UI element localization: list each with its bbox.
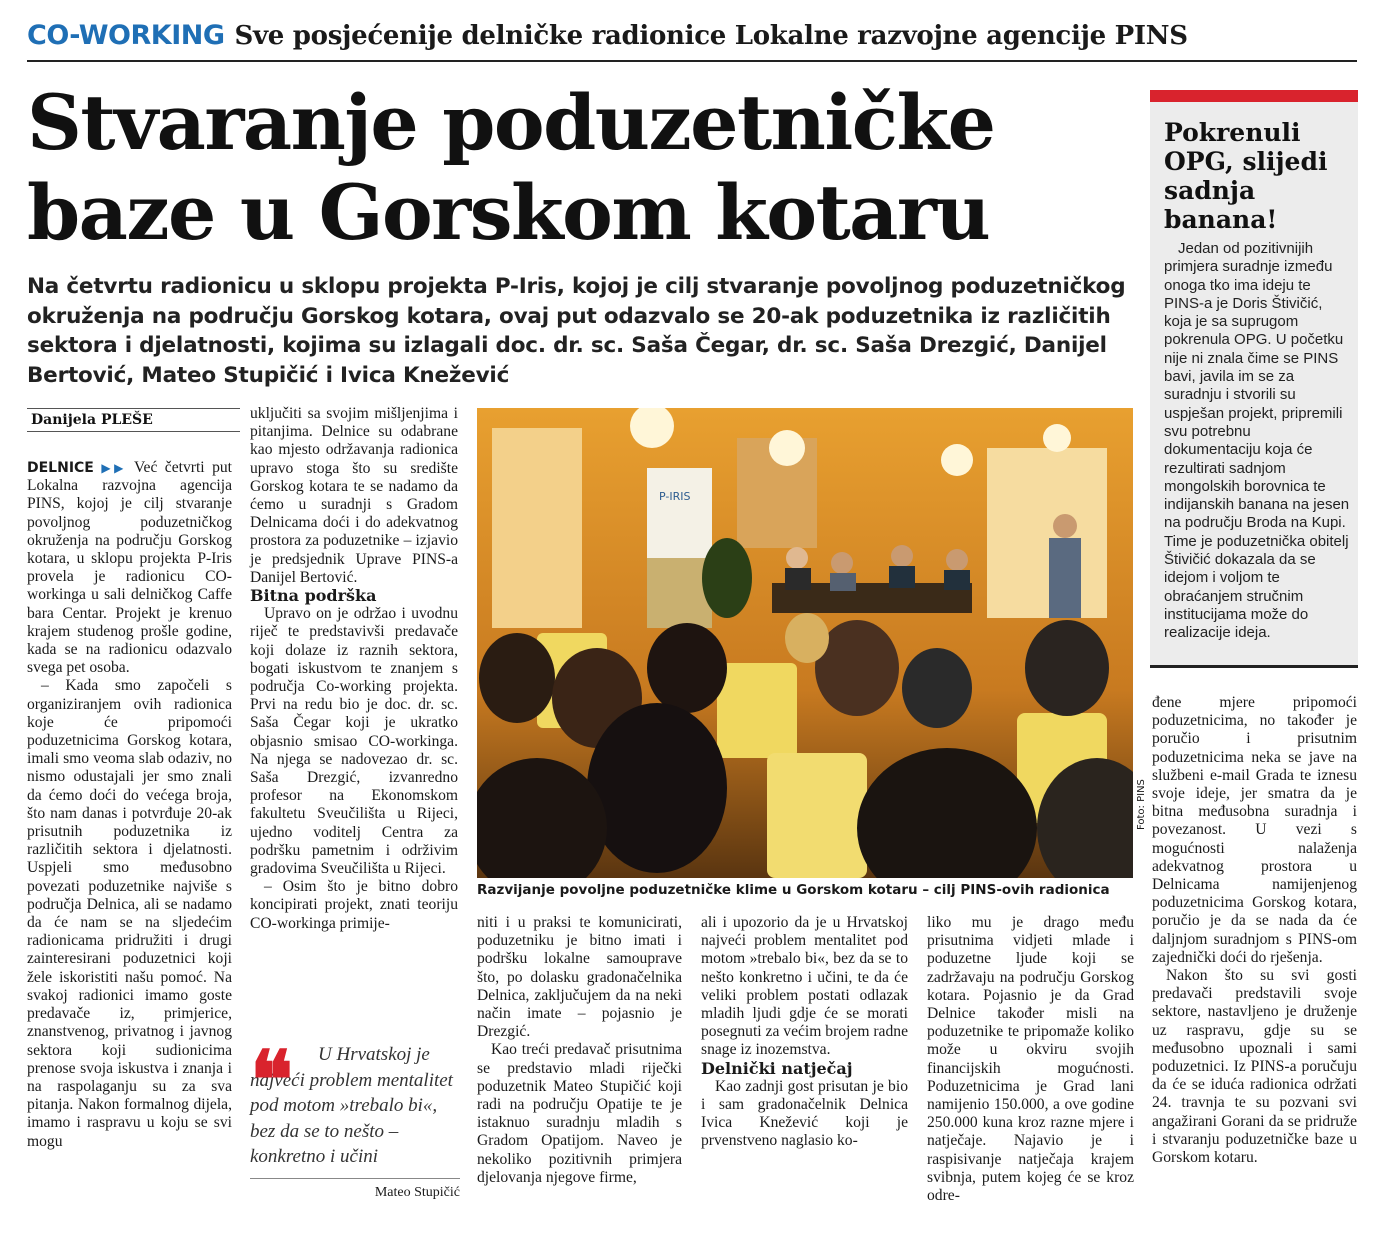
col2-paragraph-1: uključiti sa svojim mišljenjima i pitanjima. Delnice su odabrane kao mjesto održavanja radionica upravo stoga što su središte Gorskog kotara te se nadamo da ćemo u suradnji s Gradom Delnicama doći i do adekvatnog prostora za poduzetnike – izjavio je predsjednik Uprave PINS-a Danijel Bertović. (250, 405, 458, 586)
headline-line-1: Stvaranje poduzetničke (27, 78, 995, 167)
banner-text: P-IRIS (659, 490, 691, 503)
article-column-4 (701, 914, 908, 1151)
col4-paragraph-2: Kao zadnji gost prisutan je bio i sam gradonačelnik Delnica Ivica Knežević koji je prvenstveno naglasio ko- (701, 1077, 908, 1150)
article-column-2 (250, 405, 458, 933)
article-column-3 (477, 914, 682, 1187)
col6-paragraph-2: Nakon što su svi gosti predavači predstavili svoje sektore, nastavljeno je druženje uz raspravu, gdje su se međusobno upoznali i sami poduzetnici. Iz PINS-a poručuju da će se iduća radionica održati 24. travnja te su pozvani svi angažirani Gorani da se pridruže i stvaranju poduzetničke baze u Gorskom kotaru. (1152, 967, 1357, 1167)
photo-credit: Foto: PINS (1136, 779, 1147, 830)
sidebar-body (1164, 240, 1350, 643)
quote-mark-icon: ❝ (250, 1033, 294, 1127)
author-byline: Danijela PLEŠE (27, 408, 240, 432)
sidebar-accent-bar (1150, 90, 1358, 102)
section-label: CO-WORKING (27, 20, 225, 51)
article-column-6 (1152, 694, 1357, 1167)
kicker (27, 20, 1357, 62)
col3-paragraph-1: niti i u praksi te komunicirati, poduzetniku je bitno imati i podršku lokalne samouprave što, po dolasku gradonačelnika Delnica, zaključujem da na neki način imate – pojasnio je Drezgić. (477, 914, 682, 1041)
subhead-delnicki-natjecaj: Delnički natječaj (701, 1058, 853, 1078)
sidebar-bottom-rule (1150, 665, 1358, 668)
col5-paragraph-1: liko mu je drago među prisutnima vidjeti mlade i poduzetne ljude koji se zadržavaju na području Gorskog kotara. Pojasnio je da Grad Delnice također misli na poduzetnike te pripomaže koliko može u okviru svojih financijskih mogućnosti. Poduzetnicima je Grad lani namijenio 150.000, a ove godine 250.000 kuna kroz razne mjere i natječaje. Najavio je i raspisivanje natječaja krajem svibnja, putem kojeg će se kroz odre- (927, 914, 1134, 1205)
photo-caption: Razvijanje povoljne poduzetničke klime u Gorskom kotaru – cilj PINS-ovih radionica (477, 882, 1110, 898)
col1-paragraph-1 (27, 459, 232, 677)
article-column-5 (927, 914, 1134, 1205)
col4-paragraph-1: ali i upozorio da je u Hrvatskoj najveći problem mentalitet pod motom »trebalo bi«, bez da se to nešto konkretno i učini, te da će veliki problem postati odlazak mladih ljudi gdje će se morati posegnuti za većim brojem radne snage iz inozemstva. (701, 914, 908, 1059)
col1-paragraph-2: – Kada smo započeli s organiziranjem ovih radionica koje će pripomoći poduzetnicima Gorskog kotara, imali smo veoma slab odaziv, no nismo odustajali jer smo znali da ćemo doći do većega broja, što nam danas i potvrđuje 20-ak prisutnih poduzetnika iz različitih sektora i djelatnosti. Uspjeli smo međusobno povezati poduzetnike najviše s područja Delnica, ali se nadamo da će nam se na sljedećim radionicama pridružiti i drugi zainteresirani poduzetnici koji žele iskoristiti našu pomoć. Na svakoj radionici imamo goste predavače iz, primjerice, znanstvenog, privatnog i javnog sektora koji sudionicima prenose svoja iskustva i znanja i na raspolaganju su za sva pitanja. Nakon formalnog dijela, imamo i raspravu u koju se svi mogu (27, 677, 232, 1150)
sidebar-title: Pokrenuli OPG, slijedi sadnja banana! (1164, 118, 1328, 234)
col3-paragraph-2: Kao treći predavač prisutnima se predstavio mladi riječki poduzetnik Mateo Stupičić koji radi na području Opatije te je istaknuo suradnju mladih s Gradom Opatijom. Naveo je nekoliko pozitivnih primjera djelovanja njegove firme, (477, 1041, 682, 1186)
col6-paragraph-1: đene mjere pripomoći poduzetnicima, no također je poručio i prisutnim poduzetnicima neka se jave na službeni e-mail Grada te iznesu svoje ideje, jer smatra da je bitna međusobna suradnja i povezanost. U vezi s mogućnosti nalaženja adekvatnog prostora u Delnicama namijenjenog poduzetnicima Gorskog kotara, poručio je da se nada da će daljnjom suradnjom s PINS-om zajednički doći do rješenja. (1152, 694, 1357, 966)
quote-text: U Hrvatskoj je najveći problem mentalitet pod motom »trebalo bi«, bez da se to nešto – konkretno i učini (250, 1044, 453, 1167)
quote-author: Mateo Stupičić (250, 1178, 460, 1201)
subhead-bitna-podrska: Bitna podrška (250, 586, 377, 606)
col2-paragraph-3: – Osim što je bitno dobro koncipirati projekt, znati teoriju CO-workinga primije- (250, 878, 458, 932)
sidebar-body-text: Jedan od pozitivnijih primjera suradnje između onoga tko ima ideju te PINS-a je Doris Štivičić, koja je sa suprugom pokrenula OPG. U početku nije ni znala čime se PINS bavi, javila im se za suradnju i stvorili su uspješan projekt, pripremili svu potrebnu dokumentaciju koja će rezultirati sadnjom mongolskih borovnica te indijanskih banana na jesen na području Broda na Kupi. Time je poduzetnička obitelj Štivičić dokazala da se idejom i voljom te obraćanjem stručnim institucijama može do realizacije ideja. (1164, 240, 1350, 642)
photo-illustration (477, 408, 1133, 878)
article-photo (477, 408, 1133, 878)
pull-quote (250, 1033, 460, 1201)
col2-paragraph-2: Upravo on je održao i uvodnu riječ te predstavivši predavače koji dolaze iz raznih sektora, bogati iskustvom te znanjem s područja Co-working projekta. Prvi na redu bio je doc. dr. sc. Saša Čegar koji je ukratko objasnio smisao CO-workinga. Na njega se nadovezao dr. sc. Saša Drezgić, izvanredno profesor na Ekonomskom fakultetu Sveučilišta u Rijeci, ujedno voditelj Centra za podršku pametnim i održivim gradovima Sveučilišta u Rijeci. (250, 605, 458, 878)
sidebar-box (1150, 90, 1358, 668)
article-column-1 (27, 459, 232, 1151)
kicker-text: Sve posjećenije delničke radionice Lokalne razvojne agencije PINS (234, 21, 1188, 51)
headline (27, 78, 1147, 258)
headline-line-2: baze u Gorskom kotaru (27, 168, 990, 257)
col1-text-1: Već četvrti put Lokalna razvojna agencija PINS, kojoj je cilj stvaranje povoljnog poduzetničkog okruženja na području Gorskog kotara, u sklopu projekta P-Iris provela je radionicu CO-workinga u sali delničkog Caffe bara Centar. Projekt je krenuo krajem studenog prošle godine, kada se na radionicu odazvalo svega pet osoba. (27, 459, 232, 677)
lead-paragraph: Na četvrtu radionicu u sklopu projekta P-Iris, kojoj je cilj stvaranje povoljnog poduzetničkog okruženja na području Gorskog kotara, ovaj put odazvalo se 20-ak poduzetnika iz različitih sektora i djelatnosti, kojima su izlagali doc. dr. sc. Saša Čegar, dr. sc. Saša Drezgić, Danijel Bertović, Mateo Stupičić i Ivica Knežević (27, 274, 1126, 388)
dateline: DELNICE (27, 460, 94, 476)
dateline-arrow-icon: ▶▶ (101, 461, 127, 475)
